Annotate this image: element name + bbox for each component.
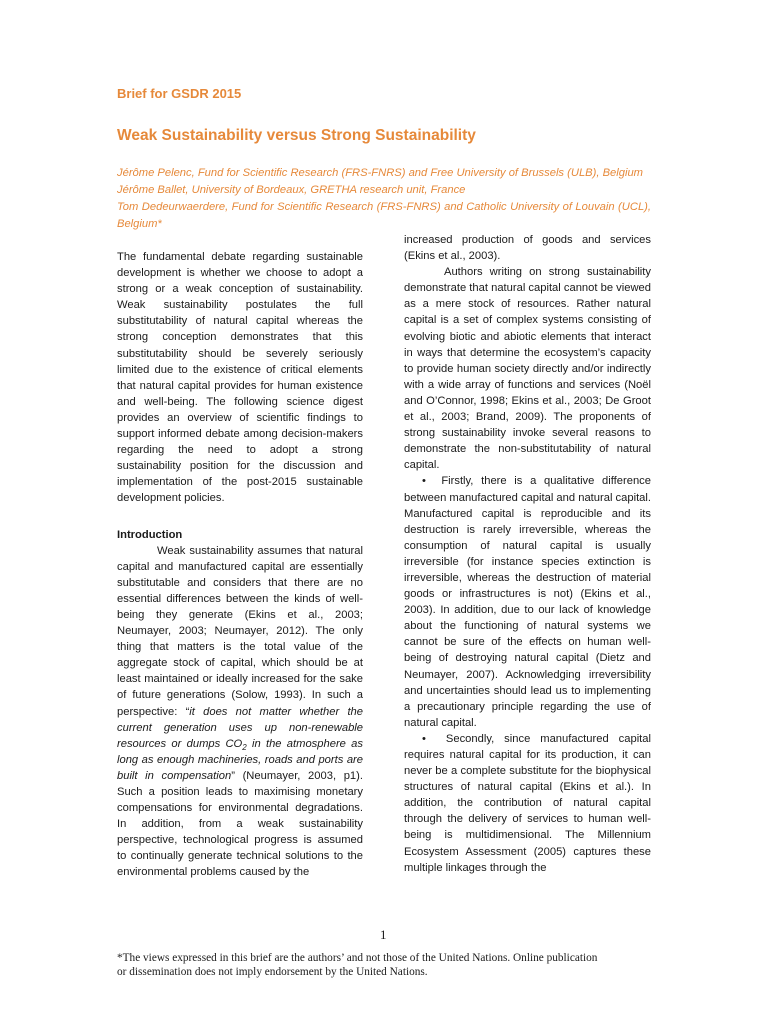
footnote — [117, 952, 657, 979]
bullet-text: Firstly, there is a qualitative difference between manufactured capital and natural capital. Manufactured capital is reproducible and its destruction is rarely irreversible, whereas the consumption of natural capital is usually irreversible (for instance species extinction is irreversible, whereas the destruction of material goods or infrastructures is not) (Ekins et al., 2003). In addition, due to our lack of knowledge about the functioning of natural systems we cannot be sure of the effects on human well-being of destroying natural capital (Dietz and Neumayer, 2007). Acknowledging irreversibility and uncertainties should lead us to implementing a precautionary principle regarding the use of natural capital. — [404, 475, 651, 729]
footnote-line: *The views expressed in this brief are the authors’ and not those of the United Nations. Online publication — [117, 952, 598, 964]
intro-quote-part: it does not matter whether the current generation uses up non-renewable resources or dumps CO — [117, 705, 363, 750]
abstract-paragraph: The fundamental debate regarding sustainable development is whether we choose to adopt a strong or a weak conception of sustainability. Weak sustainability postulates the full substitutability of natural capital whereas the strong conception demonstrates that this substitutability should be severely seriously limited due to the existence of critical elements that natural capital provides for human existence and well-being. The following science digest provides an overview of scientific findings to support informed debate among decision-makers regarding the need to adopt a strong sustainability position for the discussion and implementation of the post-2015 sustainable development policies. — [117, 251, 363, 505]
strong-sustainability-paragraph: Authors writing on strong sustainability demonstrate that natural capital cannot be viewed as a mere stock of resources. Rather natural capital is a set of complex systems consisting of evolving biotic and abiotic elements that interact in ways that determine the ecosystem’s capacity to provide human society directly and/or indirectly with a wide array of functions and services (Noël and O’Connor, 1998; Ekins et al., 2003; De Groot et al., 2003; Brand, 2009). The proponents of strong sustainability invoke several reasons to demonstrate the non-substitutability of natural capital. — [404, 266, 651, 472]
intro-text-end: ” (Neumayer, 2003, p1). Such a position leads to maximising monetary compensations for environmental degradations. In addition, from a weak sustainability perspective, technological progress is assumed to continually generate technical solutions to the environmental problems caused by the — [117, 769, 363, 879]
document-title: Weak Sustainability versus Strong Sustainability — [117, 127, 476, 144]
bullet-item — [404, 473, 651, 731]
intro-quote-part: in the atmosphere as long as enough machineries, roads and ports are built in compensation — [117, 737, 363, 782]
author-list — [117, 165, 651, 233]
footnote-line: or dissemination does not imply endorsement by the United Nations. — [117, 965, 428, 978]
introduction-paragraph — [117, 543, 363, 881]
bullet-item — [404, 731, 651, 876]
continuation-paragraph: increased production of goods and services (Ekins et al., 2003). — [404, 234, 651, 263]
author-line: Jérôme Pelenc, Fund for Scientific Research (FRS-FNRS) and Free University of Brussels (ULB), Belgium — [117, 167, 643, 179]
bullet-icon: • — [422, 732, 426, 745]
introduction-heading: Introduction — [117, 528, 183, 541]
bullet-text: Secondly, since manufactured capital requires natural capital for its production, it can never be a complete substitute for the biophysical structures of natural capital (Ekins et al.). In addition, the contribution of natural capital through the delivery of services to human well-being is multidimensional. The Millennium Ecosystem Assessment (2005) captures these multiple linkages through the — [404, 732, 651, 874]
bullet-icon: • — [422, 475, 426, 488]
co2-subscript: 2 — [242, 742, 247, 752]
brief-label: Brief for GSDR 2015 — [117, 86, 242, 101]
left-column — [117, 249, 363, 881]
right-column — [404, 232, 651, 876]
intro-text: Weak sustainability assumes that natural capital and manufactured capital are essentially substitutable and considers that there are no essential differences between the kinds of well-being they generate (Ekins et al., 2003; Neumayer, 2003; Neumayer, 2012). The only thing that matters is the total value of the aggregate stock of capital, which should be at least maintained or ideally increased for the sake of future generations (Solow, 1993). In such a perspective: “ — [117, 544, 363, 718]
page-number: 1 — [380, 927, 387, 942]
author-line: Tom Dedeurwaerdere, Fund for Scientific Research (FRS-FNRS) and Catholic University of Louvain (UCL), Belgium* — [117, 201, 651, 230]
author-line: Jérôme Ballet, University of Bordeaux, GRETHA research unit, France — [117, 184, 466, 196]
